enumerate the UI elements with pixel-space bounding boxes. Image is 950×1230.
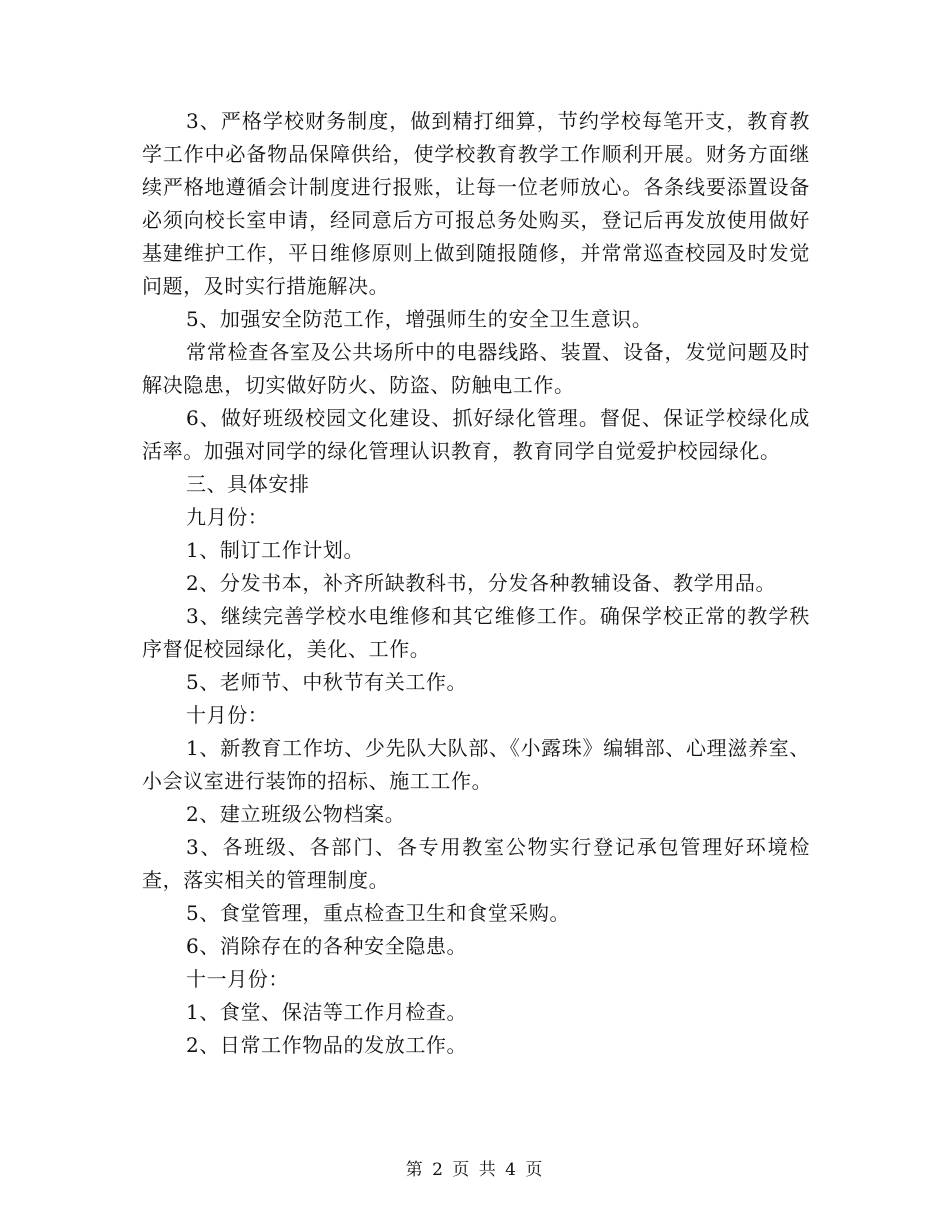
- month-heading-october: 十月份：: [186, 703, 269, 727]
- list-item: 2、建立班级公物档案。: [186, 802, 406, 826]
- list-item: 1、食堂、保洁等工作月检查。: [186, 1000, 468, 1024]
- list-item: 6、消除存在的各种安全隐患。: [186, 934, 468, 958]
- section-heading-schedule: 三、具体安排: [186, 472, 310, 496]
- list-item: 5、老师节、中秋节有关工作。: [186, 670, 468, 694]
- list-item: 1、新教育工作坊、少先队大队部、《小露珠》编辑部、心理滋养室、小会议室进行装饰的招标、施工工作。: [142, 736, 810, 793]
- month-heading-september: 九月份：: [186, 505, 269, 529]
- paragraph-safety-work: 5、加强安全防范工作，增强师生的安全卫生意识。: [186, 307, 653, 331]
- list-item: 3、继续完善学校水电维修和其它维修工作。确保学校正常的教学秩序督促校园绿化，美化、工作。: [142, 604, 810, 661]
- list-item: 5、食堂管理，重点检查卫生和食堂采购。: [186, 901, 571, 925]
- list-item: 1、制订工作计划。: [186, 538, 365, 562]
- list-item: 2、日常工作物品的发放工作。: [186, 1033, 468, 1057]
- paragraph-finance-rules: 3、严格学校财务制度，做到精打细算，节约学校每笔开支，教育教学工作中必备物品保障供给，使学校教育教学工作顺利开展。财务方面继续严格地遵循会计制度进行报账，让每一位老师放心。各条线要添置设备必须向校长室申请，经同意后方可报总务处购买，登记后再发放使用做好基建维护工作，平日维修原则上做到随报随修，并常常巡查校园及时发觉问题，及时实行措施解决。: [142, 109, 810, 298]
- page-number-footer: 第 2 页 共 4 页: [405, 1160, 545, 1180]
- list-item: 3、各班级、各部门、各专用教室公物实行登记承包管理好环境检查，落实相关的管理制度。: [142, 835, 810, 892]
- paragraph-greening: 6、做好班级校园文化建设、抓好绿化管理。督促、保证学校绿化成活率。加强对同学的绿化管理认识教育，教育同学自觉爱护校园绿化。: [142, 406, 810, 463]
- list-item: 2、分发书本，补齐所缺教科书，分发各种教辅设备、教学用品。: [186, 571, 777, 595]
- document-body: [142, 105, 810, 1062]
- month-heading-november: 十一月份：: [186, 967, 289, 991]
- paragraph-safety-inspection: 常常检查各室及公共场所中的电器线路、装置、设备，发觉问题及时解决隐患，切实做好防火、防盗、防触电工作。: [142, 340, 810, 397]
